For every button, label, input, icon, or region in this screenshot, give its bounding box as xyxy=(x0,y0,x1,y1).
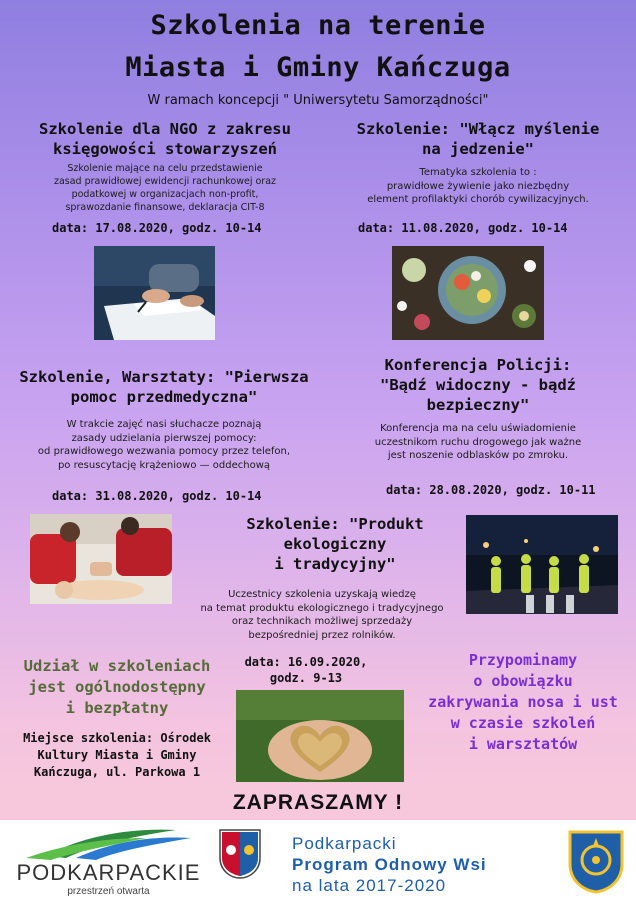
podkarpackie-name: PODKARPACKIE xyxy=(16,860,201,885)
training-ngo xyxy=(10,119,320,215)
podkarpackie-logo xyxy=(6,824,211,898)
program-line3: na lata 2017-2020 xyxy=(292,876,447,895)
training-eco-description: Uczestnicy szkolenia uzyskają wiedzę na temat produktu ekologicznego i tradycyjnego oraz technikach możliwej sprzedaży bezpośredniej przez rolników. xyxy=(200,589,444,641)
mask-reminder: Przypominamy o obowiązku zakrywania nosa i ust w czasie szkoleń i warsztatów xyxy=(428,651,618,753)
training-eco-title: Szkolenie: "Produkt ekologiczny i tradycyjny" xyxy=(246,515,424,574)
training-first-aid-title: Szkolenie, Warsztaty: "Pierwsza pomoc przedmedyczna" xyxy=(19,368,309,407)
podkarpackie-swoosh-icon xyxy=(6,824,211,860)
venue-info: Miejsce szkolenia: Ośrodek Kultury Miasta i Gminy Kańczuga, ul. Parkowa 1 xyxy=(23,731,211,779)
program-line1: Podkarpacki xyxy=(292,834,397,853)
region-coat-of-arms-icon xyxy=(218,828,262,880)
podkarpackie-tagline: przestrzeń otwarta xyxy=(67,886,150,897)
page-title-line2: Miasta i Gminy Kańczuga xyxy=(125,52,511,83)
training-ngo-date: data: 17.08.2020, godz. 10-14 xyxy=(52,221,262,235)
training-first-aid-date: data: 31.08.2020, godz. 10-14 xyxy=(52,489,262,503)
training-food xyxy=(330,119,626,207)
training-eco-date: data: 16.09.2020, godz. 9-13 xyxy=(244,655,368,686)
training-eco xyxy=(205,514,465,574)
training-ngo-title: Szkolenie dla NGO z zakresu księgowości stowarzyszeń xyxy=(39,120,291,159)
participation-info: Udział w szkoleniach jest ogólnodostępny i bezpłatny xyxy=(23,657,211,717)
kanczuga-coat-of-arms-icon xyxy=(566,828,626,894)
training-first-aid-description: W trakcie zajęć nasi słuchacze poznają zasady udzielania pierwszej pomocy: od prawidłowego wezwania pomocy przez telefon, po resuscytację krążeniowo — oddechową xyxy=(37,419,291,471)
page-subtitle: W ramach koncepcji " Uniwersytetu Samorządności" xyxy=(147,93,489,108)
invitation-cta: ZAPRASZAMY ! xyxy=(232,791,404,814)
conference-police-date: data: 28.08.2020, godz. 10-11 xyxy=(386,483,596,497)
training-first-aid xyxy=(8,367,320,472)
training-food-description: Tematyka szkolenia to : prawidłowe żywienie jako niezbędny element profilaktyki chorób cywilizacyjnych. xyxy=(367,167,589,206)
program-line2: Program Odnowy Wsi xyxy=(292,855,487,874)
training-food-date: data: 11.08.2020, godz. 10-14 xyxy=(358,221,568,235)
grain-heart-hands-photo xyxy=(236,690,404,782)
cpr-training-photo xyxy=(30,514,172,604)
page-title-line1: Szkolenia na terenie xyxy=(150,10,486,41)
conference-police xyxy=(330,355,626,463)
training-food-title: Szkolenie: "Włącz myślenie na jedzenie" xyxy=(356,120,600,159)
reflective-figures-photo xyxy=(466,515,618,614)
training-ngo-description: Szkolenie mające na celu przedstawienie zasad prawidłowej ewidencji rachunkowej oraz podatkowej w organizacjach non-profit, sprawozdanie finansowe, deklaracja CIT-8 xyxy=(53,163,277,213)
healthy-food-photo xyxy=(392,246,544,340)
conference-police-title: Konferencja Policji: "Bądź widoczny - bądź bezpieczny" xyxy=(380,356,576,415)
signing-document-photo xyxy=(94,246,215,340)
footer-logos xyxy=(0,820,636,900)
conference-police-description: Konferencja ma na celu uświadomienie uczestnikom ruchu drogowego jak ważne jest noszenie odblasków po zmroku. xyxy=(374,423,582,462)
